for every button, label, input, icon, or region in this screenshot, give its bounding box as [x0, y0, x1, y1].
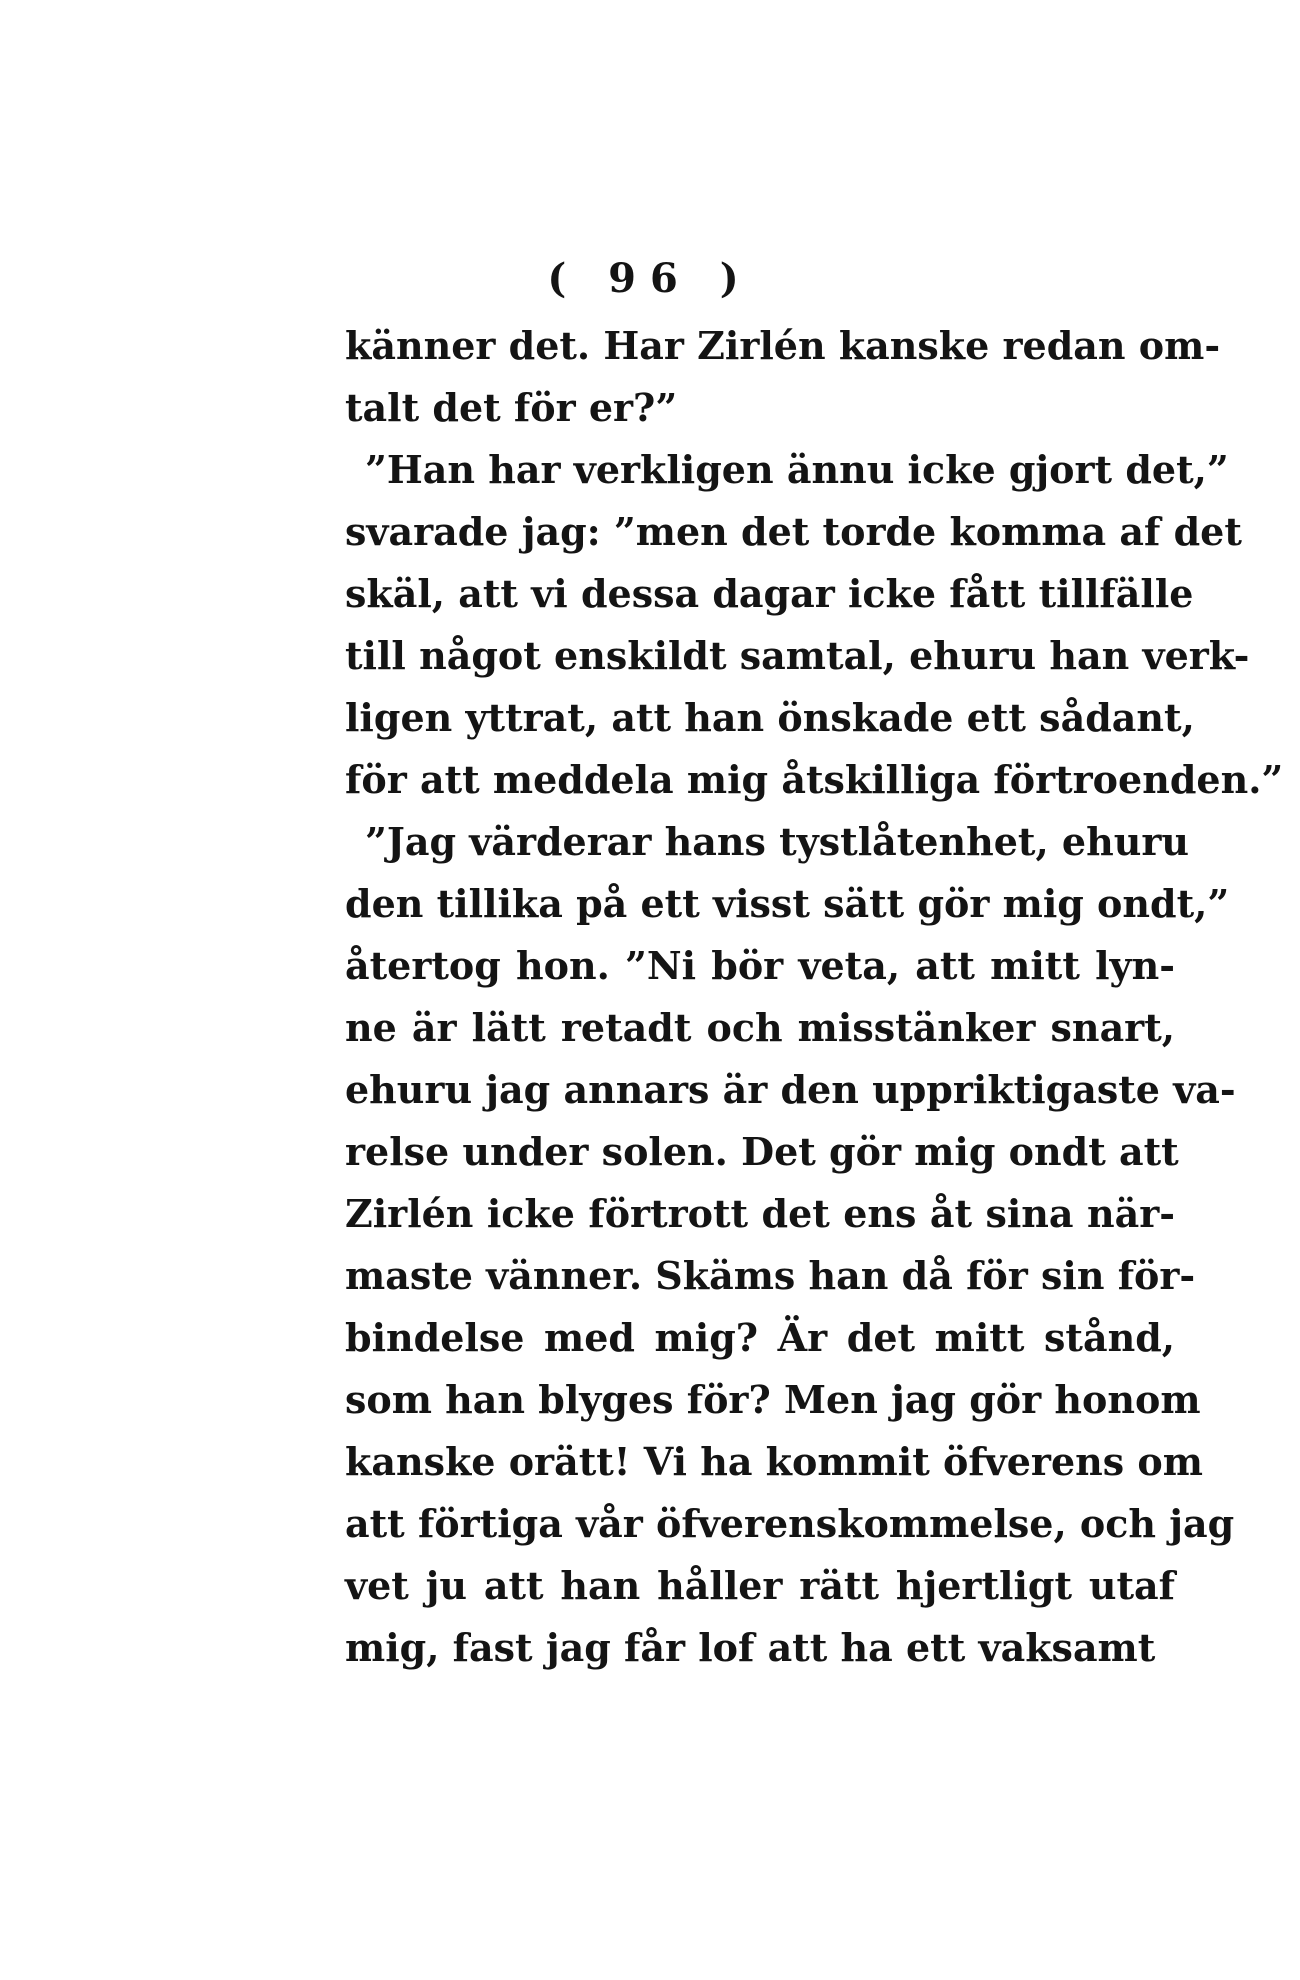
- text-line: ”Jag värderar hans tystlåtenhet, ehuru: [365, 819, 1190, 864]
- text-line: att förtiga vår öfverenskommelse, och jag: [345, 1501, 1235, 1546]
- text-line: för att meddela mig åtskilliga förtroenden.”: [345, 757, 1284, 802]
- text-line: mig, fast jag får lof att ha ett vaksamt: [345, 1625, 1156, 1670]
- text-line: talt det för er?”: [345, 385, 678, 430]
- text-line: ”Han har verkligen ännu icke gjort det,”: [365, 447, 1229, 492]
- text-line: återtog hon. ”Ni bör veta, att mitt lyn-: [345, 943, 1175, 988]
- text-line: svarade jag: ”men det torde komma af det: [345, 509, 1242, 554]
- text-line: som han blyges för? Men jag gör honom: [345, 1377, 1201, 1422]
- text-line: till något enskildt samtal, ehuru han verk-: [345, 633, 1250, 678]
- text-line: bindelse med mig? Är det mitt stånd,: [345, 1315, 1175, 1360]
- text-line: känner det. Har Zirlén kanske redan om-: [345, 323, 1221, 368]
- text-line: ligen yttrat, att han önskade ett sådant,: [345, 695, 1195, 740]
- text-line: ne är lätt retadt och misstänker snart,: [345, 1005, 1175, 1050]
- text-line: kanske orätt! Vi ha kommit öfverens om: [345, 1439, 1203, 1484]
- text-line: Zirlén icke förtrott det ens åt sina när-: [345, 1191, 1175, 1236]
- page-number: ( 96 ): [547, 255, 753, 302]
- text-line: vet ju att han håller rätt hjertligt utaf: [345, 1563, 1175, 1608]
- text-line: den tillika på ett visst sätt gör mig ondt,”: [345, 881, 1230, 926]
- text-line: ehuru jag annars är den uppriktigaste va-: [345, 1067, 1236, 1112]
- text-line: skäl, att vi dessa dagar icke fått tillfälle: [345, 571, 1194, 616]
- body-text: [345, 315, 1284, 1679]
- text-line: maste vänner. Skäms han då för sin för-: [345, 1253, 1196, 1298]
- text-line: relse under solen. Det gör mig ondt att: [345, 1129, 1179, 1174]
